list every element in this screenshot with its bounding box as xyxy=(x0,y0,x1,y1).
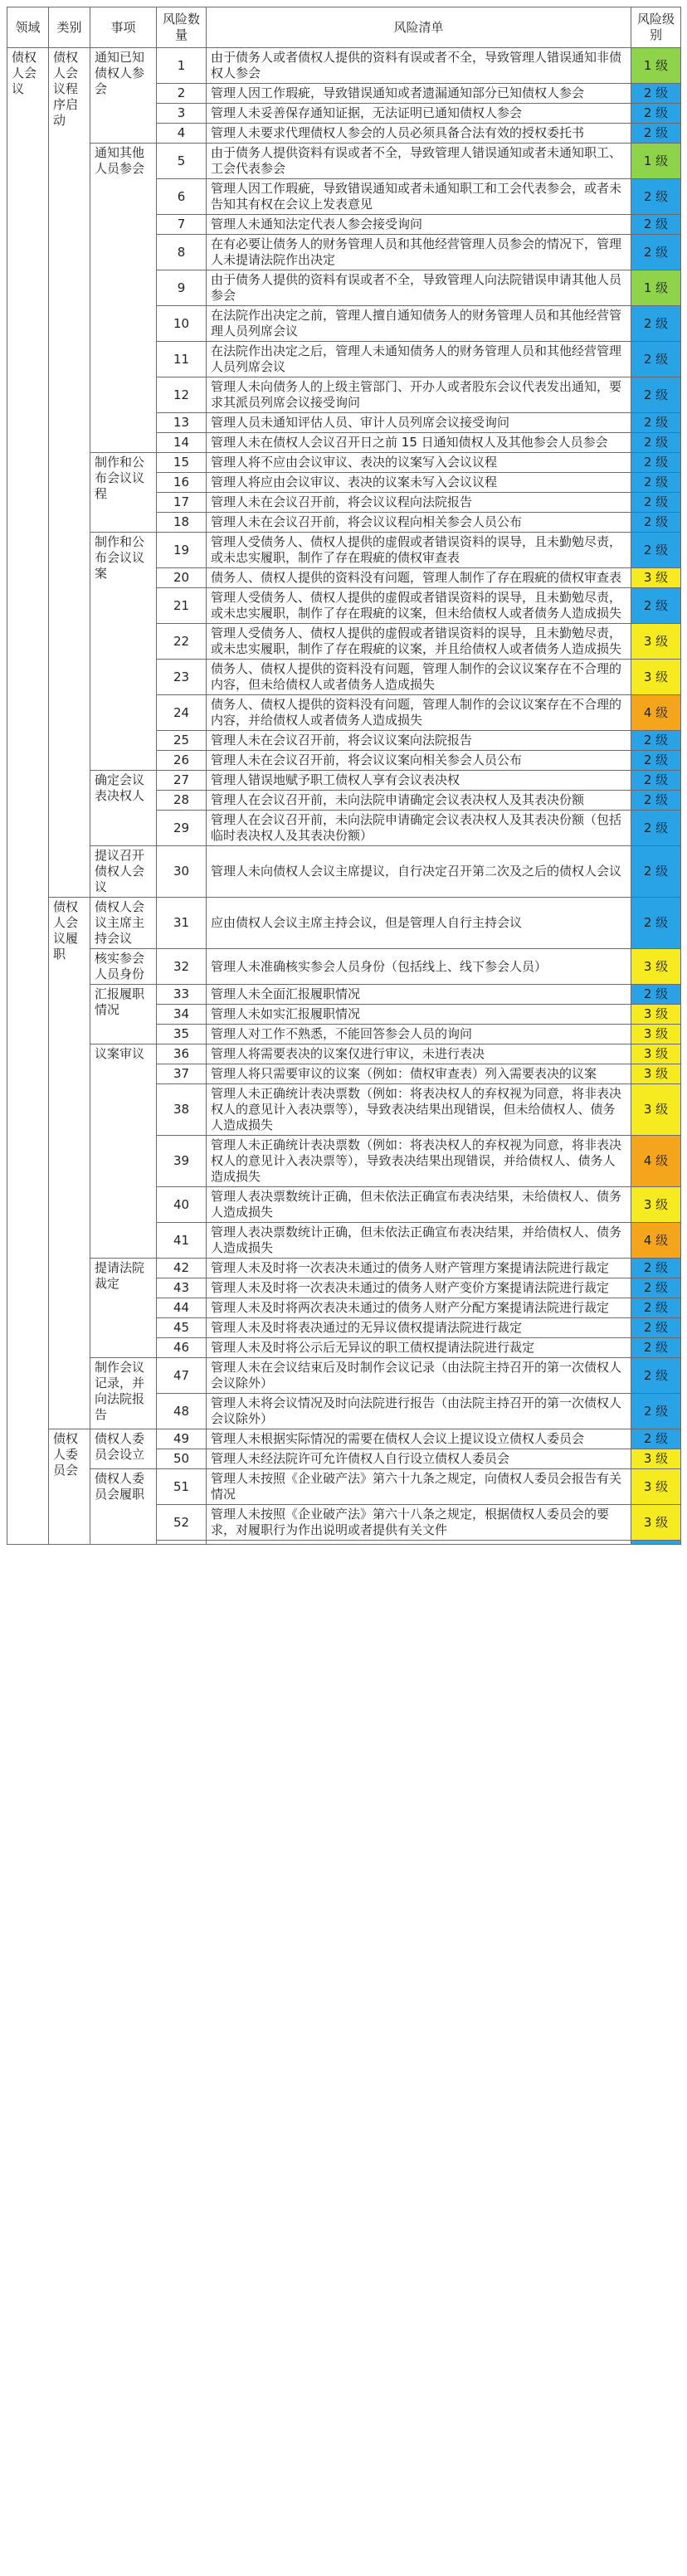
risk-level-badge: 2 级 xyxy=(631,453,681,473)
table-row xyxy=(7,1358,681,1394)
risk-level-badge: 2 级 xyxy=(631,1318,681,1338)
risk-description-cell: 管理人将不应由会议审议、表决的议案写入会议议程 xyxy=(207,453,631,473)
risk-level-badge: 2 级 xyxy=(631,377,681,413)
risk-level-badge: 1 级 xyxy=(631,144,681,179)
item-cell: 核实参会人员身份 xyxy=(90,949,157,985)
risk-level-badge: 2 级 xyxy=(631,215,681,235)
risk-number-cell: 47 xyxy=(157,1358,207,1394)
risk-description-cell: 由于债务人提供资料有误或者不全，导致管理人错误通知或者未通知职工、工会代表参会 xyxy=(207,144,631,179)
item-cell: 债权人委员会设立 xyxy=(90,1429,157,1469)
risk-level-badge: 1 级 xyxy=(631,48,681,84)
risk-description-cell: 管理人员未通知评估人员、审计人员列席会议接受询问 xyxy=(207,413,631,433)
risk-level-badge: 3 级 xyxy=(631,1064,681,1084)
risk-description-cell xyxy=(207,1541,631,1545)
risk-description-cell: 管理人未准确核实参会人员身份（包括线上、线下参会人员） xyxy=(207,949,631,985)
risk-number-cell: 4 xyxy=(157,124,207,144)
risk-level-badge: 3 级 xyxy=(631,949,681,985)
table-row xyxy=(7,898,681,949)
risk-description-cell: 管理人未向债务人的上级主管部门、开办人或者股东会议代表发出通知，要求其派员列席会议接受询问 xyxy=(207,377,631,413)
risk-level-badge: 2 级 xyxy=(631,179,681,215)
risk-number-cell: 16 xyxy=(157,473,207,493)
risk-level-badge: 2 级 xyxy=(631,771,681,791)
risk-level-badge: 4 级 xyxy=(631,1136,681,1187)
item-cell: 提请法院裁定 xyxy=(90,1259,157,1358)
item-cell: 债权人会议主席主持会议 xyxy=(90,898,157,949)
risk-number-cell: 44 xyxy=(157,1298,207,1318)
risk-description-cell: 管理人未按照《企业破产法》第六十八条之规定，根据债权人委员会的要求，对履职行为作出说明或者提供有关文件 xyxy=(207,1505,631,1541)
risk-description-cell: 管理人未在会议召开前，将会议议程向法院报告 xyxy=(207,493,631,513)
risk-level-badge: 2 级 xyxy=(631,124,681,144)
risk-description-cell: 管理人未在会议召开前，将会议议案向法院报告 xyxy=(207,731,631,751)
risk-level-badge: 2 级 xyxy=(631,1259,681,1278)
header-domain: 领域 xyxy=(7,7,49,48)
risk-number-cell: 1 xyxy=(157,48,207,84)
risk-description-cell: 管理人未及时将表决通过的无异议债权提请法院进行裁定 xyxy=(207,1318,631,1338)
risk-description-cell: 管理人未要求代理债权人参会的人员必须具备合法有效的授权委托书 xyxy=(207,124,631,144)
risk-number-cell: 18 xyxy=(157,513,207,533)
risk-description-cell: 管理人对工作不熟悉，不能回答参会人员的询问 xyxy=(207,1025,631,1045)
risk-description-cell: 管理人未在会议召开前，将会议议程向相关参会人员公布 xyxy=(207,513,631,533)
risk-level-badge: 2 级 xyxy=(631,588,681,624)
risk-number-cell xyxy=(157,1541,207,1545)
risk-description-cell: 管理人受债务人、债权人提供的虚假或者错误资料的误导，且未勤勉尽责，或未忠实履职，制作了存在瑕疵的债权审查表 xyxy=(207,533,631,568)
risk-description-cell: 管理人未全面汇报履职情况 xyxy=(207,985,631,1005)
risk-level-badge: 1 级 xyxy=(631,270,681,306)
risk-level-badge: 2 级 xyxy=(631,846,681,898)
risk-description-cell: 管理人未在会议结束后及时制作会议记录（由法院主持召开的第一次债权人会议除外） xyxy=(207,1358,631,1394)
domain-cell: 债权人会议 xyxy=(7,48,49,1545)
item-cell: 议案审议 xyxy=(90,1045,157,1259)
risk-description-cell: 管理人将应由会议审议、表决的议案未写入会议议程 xyxy=(207,473,631,493)
risk-description-cell: 管理人在会议召开前，未向法院申请确定会议表决权人及其表决份额 xyxy=(207,791,631,811)
risk-level-badge: 2 级 xyxy=(631,1278,681,1298)
risk-number-cell: 40 xyxy=(157,1187,207,1223)
risk-description-cell: 由于债务人提供的资料有误或者不全，导致管理人向法院错误申请其他人员参会 xyxy=(207,270,631,306)
table-row xyxy=(7,453,681,473)
risk-level-badge xyxy=(631,1541,681,1545)
risk-number-cell: 20 xyxy=(157,568,207,588)
risk-description-cell: 在法院作出决定之后，管理人未通知债务人的财务管理人员和其他经营管理人员列席会议 xyxy=(207,342,631,377)
risk-level-badge: 4 级 xyxy=(631,695,681,731)
table-row xyxy=(7,771,681,791)
risk-number-cell: 6 xyxy=(157,179,207,215)
table-row xyxy=(7,144,681,179)
table-row xyxy=(7,1429,681,1449)
risk-level-badge: 3 级 xyxy=(631,1025,681,1045)
risk-description-cell: 管理人未及时将公示后无异议的职工债权提请法院进行裁定 xyxy=(207,1338,631,1358)
risk-number-cell: 19 xyxy=(157,533,207,568)
risk-description-cell: 管理人未及时将两次表决未通过的债务人财产分配方案提请法院进行裁定 xyxy=(207,1298,631,1318)
risk-level-badge: 2 级 xyxy=(631,533,681,568)
risk-description-cell: 应由债权人会议主席主持会议，但是管理人自行主持会议 xyxy=(207,898,631,949)
risk-description-cell: 管理人未及时将一次表决未通过的债务人财产管理方案提请法院进行裁定 xyxy=(207,1259,631,1278)
risk-number-cell: 10 xyxy=(157,306,207,342)
risk-description-cell: 管理人未经法院许可允许债权人自行设立债权人委员会 xyxy=(207,1449,631,1469)
risk-description-cell: 在有必要让债务人的财务管理人员和其他经营管理人员参会的情况下，管理人未提请法院作出决定 xyxy=(207,235,631,270)
item-cell: 制作会议记录，并向法院报告 xyxy=(90,1358,157,1429)
risk-number-cell: 32 xyxy=(157,949,207,985)
item-cell: 制作和公布会议议程 xyxy=(90,453,157,533)
header-item: 事项 xyxy=(90,7,157,48)
risk-level-badge: 2 级 xyxy=(631,791,681,811)
risk-description-cell: 管理人未妥善保存通知证据，无法证明已通知债权人参会 xyxy=(207,104,631,124)
risk-number-cell: 2 xyxy=(157,84,207,104)
risk-number-cell: 33 xyxy=(157,985,207,1005)
risk-table xyxy=(7,7,681,1545)
risk-number-cell: 21 xyxy=(157,588,207,624)
item-cell: 提议召开债权人会议 xyxy=(90,846,157,898)
risk-level-badge: 3 级 xyxy=(631,1449,681,1469)
risk-description-cell: 管理人未如实汇报履职情况 xyxy=(207,1005,631,1025)
risk-level-badge: 3 级 xyxy=(631,624,681,660)
header-row xyxy=(7,7,681,48)
risk-number-cell: 38 xyxy=(157,1084,207,1136)
header-risk-list: 风险清单 xyxy=(207,7,631,48)
risk-level-badge: 2 级 xyxy=(631,306,681,342)
risk-number-cell: 29 xyxy=(157,811,207,846)
risk-number-cell: 51 xyxy=(157,1469,207,1505)
risk-number-cell: 35 xyxy=(157,1025,207,1045)
risk-number-cell: 3 xyxy=(157,104,207,124)
risk-level-badge: 2 级 xyxy=(631,413,681,433)
risk-description-cell: 由于债务人或者债权人提供的资料有误或者不全，导致管理人错误通知非债权人参会 xyxy=(207,48,631,84)
risk-description-cell: 债务人、债权人提供的资料没有问题，管理人制作的会议议案存在不合理的内容，并给债权人或者债务人造成损失 xyxy=(207,695,631,731)
risk-description-cell: 管理人未通知法定代表人参会接受询问 xyxy=(207,215,631,235)
risk-description-cell: 管理人未向债权人会议主席提议，自行决定召开第二次及之后的债权人会议 xyxy=(207,846,631,898)
risk-description-cell: 管理人因工作瑕疵，导致错误通知或者遗漏通知部分已知债权人参会 xyxy=(207,84,631,104)
risk-description-cell: 管理人错误地赋予职工债权人享有会议表决权 xyxy=(207,771,631,791)
risk-description-cell: 管理人因工作瑕疵，导致错误通知或者未通知职工和工会代表参会，或者未告知其有权在会议上发表意见 xyxy=(207,179,631,215)
risk-number-cell: 28 xyxy=(157,791,207,811)
risk-level-badge: 2 级 xyxy=(631,1358,681,1394)
risk-level-badge: 2 级 xyxy=(631,751,681,771)
risk-number-cell: 8 xyxy=(157,235,207,270)
risk-level-badge: 2 级 xyxy=(631,731,681,751)
header-risk-no: 风险数量 xyxy=(157,7,207,48)
risk-level-badge: 3 级 xyxy=(631,1469,681,1505)
risk-description-cell: 管理人未正确统计表决票数（例如：将表决权人的弃权视为同意，将非表决权人的意见计入表决票等），导致表决结果出现错误，但未给债权人、债务人造成损失 xyxy=(207,1084,631,1136)
category-cell: 债权人会议履职 xyxy=(49,898,90,1429)
risk-number-cell: 48 xyxy=(157,1394,207,1429)
item-cell: 制作和公布会议议案 xyxy=(90,533,157,771)
risk-number-cell: 26 xyxy=(157,751,207,771)
risk-description-cell: 管理人未及时将一次表决未通过的债务人财产变价方案提请法院进行裁定 xyxy=(207,1278,631,1298)
risk-description-cell: 管理人将只需要审议的议案（例如：债权审查表）列入需要表决的议案 xyxy=(207,1064,631,1084)
risk-number-cell: 11 xyxy=(157,342,207,377)
risk-number-cell: 50 xyxy=(157,1449,207,1469)
risk-number-cell: 41 xyxy=(157,1223,207,1259)
item-cell: 通知已知债权人参会 xyxy=(90,48,157,144)
risk-description-cell: 管理人在会议召开前，未向法院申请确定会议表决权人及其表决份额（包括临时表决权人及其表决份额） xyxy=(207,811,631,846)
risk-number-cell: 43 xyxy=(157,1278,207,1298)
risk-level-badge: 2 级 xyxy=(631,811,681,846)
risk-level-badge: 3 级 xyxy=(631,568,681,588)
risk-level-badge: 2 级 xyxy=(631,104,681,124)
risk-level-badge: 2 级 xyxy=(631,235,681,270)
risk-number-cell: 25 xyxy=(157,731,207,751)
risk-level-badge: 3 级 xyxy=(631,1187,681,1223)
item-cell: 通知其他人员参会 xyxy=(90,144,157,453)
risk-level-badge: 3 级 xyxy=(631,1084,681,1136)
risk-level-badge: 2 级 xyxy=(631,1338,681,1358)
risk-level-badge: 2 级 xyxy=(631,473,681,493)
risk-description-cell: 管理人未在债权人会议召开日之前 15 日通知债权人及其他参会人员参会 xyxy=(207,433,631,453)
category-cell: 债权人会议程序启动 xyxy=(49,48,90,898)
risk-level-badge: 3 级 xyxy=(631,1045,681,1064)
risk-number-cell: 52 xyxy=(157,1505,207,1541)
risk-level-badge: 2 级 xyxy=(631,493,681,513)
risk-level-badge: 2 级 xyxy=(631,1394,681,1429)
risk-level-badge: 2 级 xyxy=(631,433,681,453)
header-category: 类别 xyxy=(49,7,90,48)
table-row xyxy=(7,846,681,898)
risk-number-cell: 12 xyxy=(157,377,207,413)
risk-description-cell: 管理人受债务人、债权人提供的虚假或者错误资料的误导，且未勤勉尽责，或未忠实履职，制作了存在瑕疵的议案，但未给债权人或者债务人造成损失 xyxy=(207,588,631,624)
risk-level-badge: 2 级 xyxy=(631,898,681,949)
item-cell: 确定会议表决权人 xyxy=(90,771,157,846)
risk-number-cell: 5 xyxy=(157,144,207,179)
risk-level-badge: 3 级 xyxy=(631,1505,681,1541)
category-cell: 债权人委员会 xyxy=(49,1429,90,1545)
risk-table-body xyxy=(7,48,681,1545)
risk-description-cell: 管理人受债务人、债权人提供的虚假或者错误资料的误导，且未勤勉尽责，或未忠实履职，制作了存在瑕疵的议案，并且给债权人或者债务人造成损失 xyxy=(207,624,631,660)
header-risk-level: 风险级别 xyxy=(631,7,681,48)
risk-number-cell: 36 xyxy=(157,1045,207,1064)
risk-number-cell: 37 xyxy=(157,1064,207,1084)
risk-level-badge: 2 级 xyxy=(631,513,681,533)
risk-level-badge: 2 级 xyxy=(631,985,681,1005)
risk-number-cell: 45 xyxy=(157,1318,207,1338)
risk-description-cell: 管理人表决票数统计正确，但未依法正确宣布表决结果，并给债权人、债务人造成损失 xyxy=(207,1223,631,1259)
risk-number-cell: 46 xyxy=(157,1338,207,1358)
risk-description-cell: 管理人将需要表决的议案仅进行审议，未进行表决 xyxy=(207,1045,631,1064)
risk-number-cell: 24 xyxy=(157,695,207,731)
risk-number-cell: 34 xyxy=(157,1005,207,1025)
risk-number-cell: 14 xyxy=(157,433,207,453)
table-row xyxy=(7,949,681,985)
risk-level-badge: 3 级 xyxy=(631,1005,681,1025)
risk-level-badge: 2 级 xyxy=(631,1429,681,1449)
risk-number-cell: 30 xyxy=(157,846,207,898)
risk-level-badge: 2 级 xyxy=(631,1298,681,1318)
table-row xyxy=(7,533,681,568)
risk-number-cell: 22 xyxy=(157,624,207,660)
table-row xyxy=(7,48,681,84)
table-row xyxy=(7,1259,681,1278)
risk-number-cell: 15 xyxy=(157,453,207,473)
risk-level-badge: 2 级 xyxy=(631,84,681,104)
risk-number-cell: 7 xyxy=(157,215,207,235)
risk-number-cell: 17 xyxy=(157,493,207,513)
risk-number-cell: 27 xyxy=(157,771,207,791)
risk-description-cell: 债务人、债权人提供的资料没有问题，管理人制作的会议议案存在不合理的内容，但未给债权人或者债务人造成损失 xyxy=(207,660,631,695)
risk-description-cell: 在法院作出决定之前，管理人擅自通知债务人的财务管理人员和其他经营管理人员列席会议 xyxy=(207,306,631,342)
risk-level-badge: 2 级 xyxy=(631,342,681,377)
risk-description-cell: 管理人未正确统计表决票数（例如：将表决权人的弃权视为同意，将非表决权人的意见计入表决票等），导致表决结果出现错误，并给债权人、债务人造成损失 xyxy=(207,1136,631,1187)
risk-number-cell: 42 xyxy=(157,1259,207,1278)
table-row xyxy=(7,1469,681,1505)
item-cell: 汇报履职情况 xyxy=(90,985,157,1045)
risk-description-cell: 管理人未根据实际情况的需要在债权人会议上提议设立债权人委员会 xyxy=(207,1429,631,1449)
table-row xyxy=(7,985,681,1005)
item-cell: 债权人委员会履职 xyxy=(90,1469,157,1545)
risk-number-cell: 31 xyxy=(157,898,207,949)
risk-level-badge: 3 级 xyxy=(631,660,681,695)
risk-description-cell: 管理人未按照《企业破产法》第六十九条之规定，向债权人委员会报告有关情况 xyxy=(207,1469,631,1505)
risk-number-cell: 49 xyxy=(157,1429,207,1449)
risk-number-cell: 13 xyxy=(157,413,207,433)
table-row xyxy=(7,1045,681,1064)
risk-level-badge: 4 级 xyxy=(631,1223,681,1259)
risk-number-cell: 9 xyxy=(157,270,207,306)
risk-description-cell: 管理人未在会议召开前，将会议议案向相关参会人员公布 xyxy=(207,751,631,771)
risk-description-cell: 债务人、债权人提供的资料没有问题，管理人制作了存在瑕疵的债权审查表 xyxy=(207,568,631,588)
risk-description-cell: 管理人表决票数统计正确，但未依法正确宣布表决结果，未给债权人、债务人造成损失 xyxy=(207,1187,631,1223)
risk-number-cell: 39 xyxy=(157,1136,207,1187)
risk-description-cell: 管理人未将会议情况及时向法院进行报告（由法院主持召开的第一次债权人会议除外） xyxy=(207,1394,631,1429)
risk-number-cell: 23 xyxy=(157,660,207,695)
